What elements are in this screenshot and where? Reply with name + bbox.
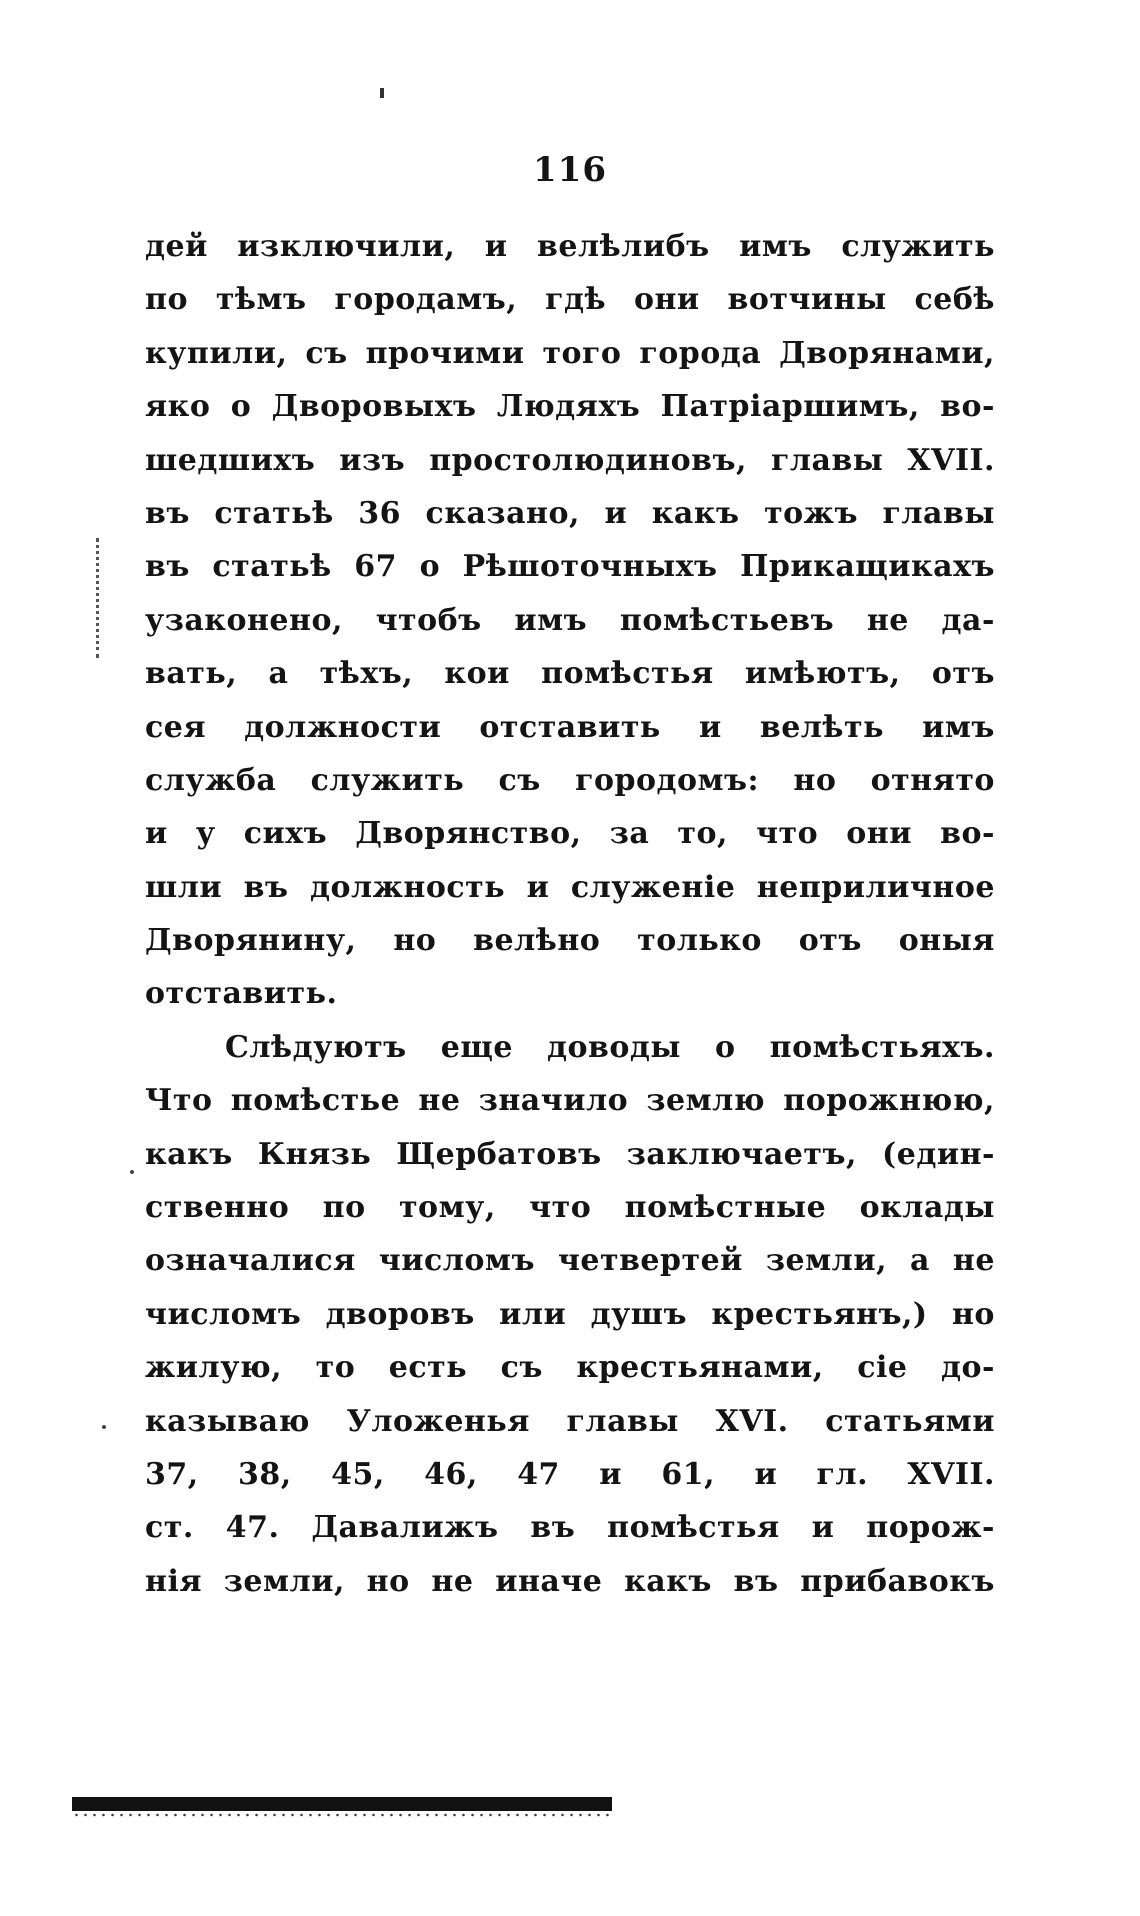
word: служба: [145, 762, 277, 798]
word: еще: [440, 1029, 513, 1065]
text-line: [145, 487, 995, 540]
word: да-: [941, 602, 995, 638]
word: 46,: [424, 1456, 478, 1492]
word: сихъ: [243, 816, 328, 852]
word: сіе: [857, 1350, 908, 1386]
word: по: [145, 282, 188, 318]
word: о: [230, 389, 252, 425]
word: Дворовыхъ: [271, 389, 477, 425]
word: должности: [244, 709, 442, 745]
word: Дворянами,: [779, 335, 995, 371]
word: не: [952, 1243, 995, 1279]
word: Давалижъ: [311, 1510, 499, 1546]
word: отъ: [931, 656, 995, 692]
text-line: [145, 1555, 995, 1608]
word: статьѣ: [212, 549, 332, 585]
word: имъ: [922, 709, 995, 745]
word: Дворянство,: [355, 816, 582, 852]
word: тому,: [398, 1190, 496, 1226]
word: 47: [517, 1456, 560, 1492]
word: дворовъ: [325, 1296, 475, 1332]
word: имѣютъ,: [744, 656, 901, 692]
text-line: [145, 327, 995, 380]
word: иначе: [495, 1563, 603, 1599]
word: 61,: [661, 1456, 716, 1492]
word: и: [526, 869, 550, 905]
word: вать,: [145, 656, 238, 692]
word: а: [909, 1243, 930, 1279]
word: должность: [309, 869, 506, 905]
word: съ: [305, 335, 348, 371]
word: помѣстья: [607, 1510, 780, 1546]
word: XVII.: [907, 442, 995, 478]
word: оныя: [898, 923, 995, 959]
text-line: [145, 1234, 995, 1287]
word: они: [633, 282, 700, 318]
word: но: [366, 1563, 410, 1599]
word: ственно: [145, 1190, 290, 1226]
word: четвертей: [557, 1243, 743, 1279]
text-line: [145, 701, 995, 754]
word: есть: [388, 1350, 468, 1386]
text-line: [145, 754, 995, 807]
word: помѣстные: [624, 1190, 827, 1226]
word: гдѣ: [545, 282, 607, 318]
word: какъ: [145, 1136, 233, 1172]
word: что: [756, 816, 819, 852]
text-line: [145, 807, 995, 860]
word: города: [639, 335, 762, 371]
word: не: [418, 1083, 461, 1119]
word: помѣстья: [541, 656, 714, 692]
word: Рѣшоточныхъ: [462, 549, 718, 585]
text-line: [145, 1341, 995, 1394]
word: крестьянами,: [576, 1350, 824, 1386]
word: узаконено,: [145, 602, 343, 638]
text-line: [145, 434, 995, 487]
word: какъ: [624, 1563, 712, 1599]
word: доводы: [547, 1029, 681, 1065]
word: шедшихъ: [145, 442, 316, 478]
word: сказано,: [425, 495, 580, 531]
word: вотчины: [727, 282, 887, 318]
word: и: [145, 816, 168, 852]
word: 47.: [225, 1510, 280, 1546]
word: тѣхъ,: [319, 656, 414, 692]
word: XVI.: [715, 1403, 789, 1439]
word: въ: [243, 869, 289, 905]
word: служить: [310, 762, 465, 798]
word: и: [754, 1456, 778, 1492]
word: землю: [646, 1083, 766, 1119]
word: земли,: [223, 1563, 345, 1599]
word: о: [419, 549, 441, 585]
margin-speck: [102, 1425, 106, 1429]
word: имъ: [739, 229, 812, 264]
word: Патріаршимъ,: [660, 389, 920, 425]
word: помѣстьяхъ.: [769, 1029, 995, 1065]
word: чтобъ: [375, 602, 482, 638]
word: Людяхъ: [496, 389, 641, 425]
word: городамъ,: [334, 282, 518, 318]
word: отъ: [798, 923, 862, 959]
word: то: [315, 1350, 356, 1386]
word: кои: [444, 656, 510, 692]
text-line: [145, 1128, 995, 1181]
text-line: [145, 540, 995, 593]
word: помѣстье: [230, 1083, 401, 1119]
word: служить: [841, 229, 995, 264]
word: себѣ: [914, 282, 995, 318]
word: Князь: [257, 1136, 372, 1172]
word: Что: [145, 1083, 213, 1119]
printing-speck: [380, 88, 384, 98]
text-line: [145, 273, 995, 326]
word: крестьянъ,): [711, 1296, 928, 1332]
word: у: [195, 816, 216, 852]
word: (един-: [882, 1136, 995, 1172]
word: ст.: [145, 1510, 194, 1546]
word: означалися: [145, 1243, 356, 1279]
word: о: [715, 1029, 736, 1065]
word: порож-: [866, 1510, 995, 1546]
margin-dots: [96, 538, 103, 658]
word: городомъ:: [575, 762, 760, 798]
word: Уложенья: [346, 1403, 530, 1439]
word: въ: [145, 549, 190, 585]
word: велѣлибъ: [537, 229, 710, 264]
word: за: [609, 816, 650, 852]
word: простолюдиновъ,: [429, 442, 747, 478]
body-text: [145, 220, 995, 1608]
word: изключили,: [237, 229, 456, 264]
word: прочими: [365, 335, 525, 371]
word: нія: [145, 1563, 203, 1599]
word: во-: [940, 389, 995, 425]
page-number: 116: [533, 150, 607, 190]
word: въ: [530, 1510, 576, 1546]
text-line: [145, 967, 995, 1020]
text-line: [145, 647, 995, 700]
text-line: [145, 1395, 995, 1448]
word: что: [529, 1190, 592, 1226]
word: заключаетъ,: [626, 1136, 857, 1172]
word: но: [951, 1296, 995, 1332]
word: съ: [498, 762, 541, 798]
word: шли: [145, 869, 223, 905]
word: тѣмъ: [215, 282, 307, 318]
word: земли,: [765, 1243, 888, 1279]
word: значило: [478, 1083, 629, 1119]
word: жилую,: [145, 1350, 283, 1386]
word: велѣть: [759, 709, 884, 745]
word: отставить.: [145, 976, 338, 1012]
word: тожъ: [764, 495, 858, 531]
word: статьѣ: [214, 495, 334, 531]
word: главы: [770, 442, 884, 478]
word: дей: [145, 229, 208, 264]
word: гл.: [816, 1456, 869, 1492]
word: оклады: [859, 1190, 995, 1226]
word: и: [811, 1510, 835, 1546]
word: числомъ: [378, 1243, 535, 1279]
text-line: [145, 1288, 995, 1341]
text-line: [145, 1074, 995, 1127]
word: числомъ: [145, 1296, 302, 1332]
word: служеніе: [570, 869, 736, 905]
word: прибавокъ: [800, 1563, 995, 1599]
word: не: [431, 1563, 474, 1599]
text-line: [145, 861, 995, 914]
text-line: [145, 220, 995, 273]
word: не: [866, 602, 909, 638]
word: велѣно: [473, 923, 601, 959]
word: до-: [941, 1350, 995, 1386]
word: и: [484, 229, 508, 264]
word: XVII.: [907, 1456, 995, 1492]
word: помѣстьевъ: [619, 602, 835, 638]
word: и: [599, 1456, 623, 1492]
word: а: [268, 656, 289, 692]
word: и: [698, 709, 722, 745]
word: въ: [145, 495, 190, 531]
word: но: [793, 762, 837, 798]
word: имъ: [514, 602, 588, 638]
text-line: [145, 1181, 995, 1234]
text-line: [145, 380, 995, 433]
word: во-: [940, 816, 995, 852]
word: главы: [566, 1403, 679, 1439]
word: изъ: [339, 442, 406, 478]
word: статьями: [825, 1403, 995, 1439]
word: отнято: [870, 762, 995, 798]
text-line: [145, 914, 995, 967]
word: 45,: [331, 1456, 385, 1492]
footer-rule-speckle: [72, 1812, 612, 1818]
text-line: [145, 1448, 995, 1501]
word: по: [322, 1190, 366, 1226]
word: неприличное: [756, 869, 995, 905]
word: Дворянину,: [145, 923, 357, 959]
word: Прикащикахъ: [740, 549, 995, 585]
word: сея: [145, 709, 207, 745]
word: купили,: [145, 335, 288, 371]
word: главы: [882, 495, 995, 531]
word: отставить: [479, 709, 661, 745]
word: какъ: [651, 495, 740, 531]
word: но: [393, 923, 437, 959]
word: и: [604, 495, 628, 531]
word: душъ: [590, 1296, 688, 1332]
word: казываю: [145, 1403, 310, 1439]
text-line: [145, 1021, 995, 1074]
word: 67: [354, 549, 398, 585]
word: Щербатовъ: [396, 1136, 602, 1172]
text-line: [145, 1501, 995, 1554]
word: того: [542, 335, 622, 371]
word: яко: [145, 389, 211, 425]
footer-rule: [72, 1797, 612, 1811]
word: только: [637, 923, 762, 959]
word: 36: [358, 495, 402, 531]
word: 37,: [145, 1456, 199, 1492]
margin-speck: [130, 1170, 134, 1174]
word: они: [846, 816, 912, 852]
word: въ: [733, 1563, 779, 1599]
word: порожнюю,: [783, 1083, 995, 1119]
word: то,: [677, 816, 728, 852]
text-line: [145, 594, 995, 647]
word: съ: [500, 1350, 543, 1386]
word: или: [499, 1296, 567, 1332]
word: 38,: [238, 1456, 292, 1492]
word: Слѣдуютъ: [225, 1029, 407, 1065]
